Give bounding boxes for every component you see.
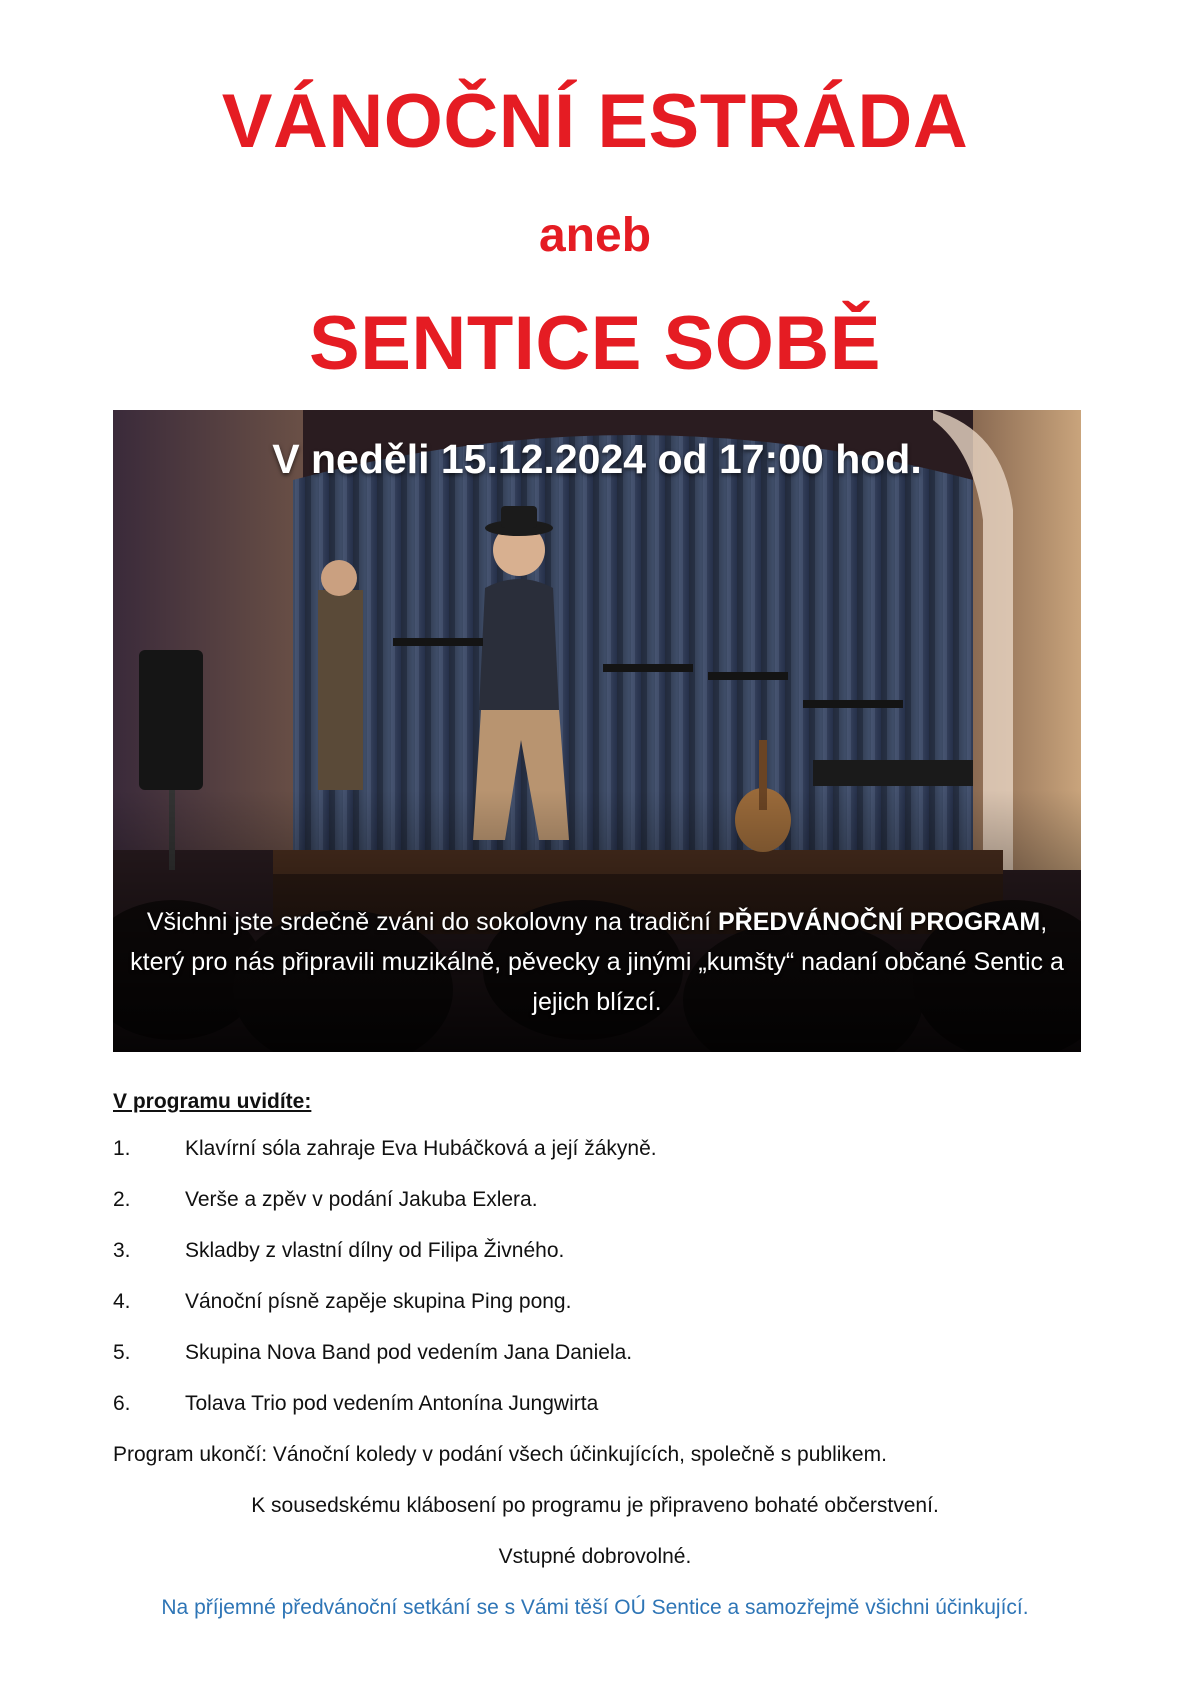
program-item bbox=[113, 1188, 1081, 1239]
invitation-text-end: , který pro nás připravili muzikálně, pěvecky a jinými „kumšty“ nadaní občané Sentic a jejich blízcí. bbox=[130, 908, 1064, 1016]
refreshments-note: K sousedskému klábosení po programu je připraveno bohaté občerstvení. bbox=[251, 1494, 939, 1517]
program-item-number: 1. bbox=[113, 1137, 131, 1160]
program-item bbox=[113, 1392, 1081, 1443]
program-item-text: Skladby z vlastní dílny od Filipa Živného. bbox=[185, 1239, 565, 1262]
program-heading: V programu uvidíte: bbox=[113, 1090, 312, 1113]
program-item-number: 4. bbox=[113, 1290, 131, 1313]
program-item-number: 6. bbox=[113, 1392, 131, 1415]
program-item bbox=[113, 1290, 1081, 1341]
program-item-text: Vánoční písně zapěje skupina Ping pong. bbox=[185, 1290, 572, 1313]
program-list bbox=[113, 1137, 1081, 1443]
event-date-time: V neděli 15.12.2024 od 17:00 hod. bbox=[272, 436, 922, 482]
invitation-program-highlight: PŘEDVÁNOČNÍ PROGRAM bbox=[717, 908, 1041, 936]
stage-photo bbox=[113, 410, 1081, 1052]
program-item-number: 2. bbox=[113, 1188, 131, 1211]
poster-title: VÁNOČNÍ ESTRÁDA bbox=[221, 79, 969, 164]
invitation-text-start: Všichni jste srdečně zváni do sokolovny na tradiční bbox=[146, 908, 718, 936]
program-item bbox=[113, 1239, 1081, 1290]
program-item-text: Klavírní sóla zahraje Eva Hubáčková a její žákyně. bbox=[185, 1137, 657, 1160]
program-item-text: Verše a zpěv v podání Jakuba Exlera. bbox=[185, 1188, 538, 1211]
poster-connector: aneb bbox=[538, 209, 652, 262]
program-item bbox=[113, 1341, 1081, 1392]
poster-subtitle: SENTICE SOBĚ bbox=[309, 301, 881, 386]
program-item bbox=[113, 1137, 1081, 1188]
invitation-paragraph bbox=[123, 902, 1071, 1022]
entry-fee-note: Vstupné dobrovolné. bbox=[498, 1545, 692, 1568]
closing-invitation: Na příjemné předvánoční setkání se s Vámi těší OÚ Sentice a samozřejmě všichni účinkující. bbox=[161, 1596, 1029, 1619]
program-item-text: Skupina Nova Band pod vedením Jana Daniela. bbox=[185, 1341, 633, 1364]
program-item-text: Tolava Trio pod vedením Antonína Jungwirta bbox=[185, 1392, 599, 1415]
program-item-number: 3. bbox=[113, 1239, 131, 1262]
program-closing: Program ukončí: Vánoční koledy v podání všech účinkujících, společně s publikem. bbox=[113, 1443, 887, 1466]
program-item-number: 5. bbox=[113, 1341, 131, 1364]
